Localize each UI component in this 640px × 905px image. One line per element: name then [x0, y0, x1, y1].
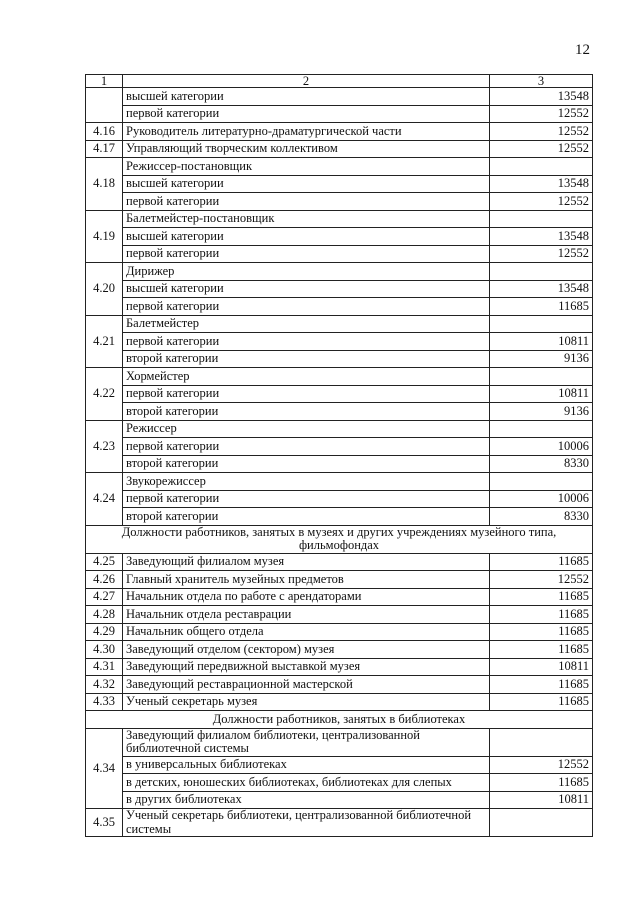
salary-value: 11685: [490, 553, 593, 571]
position-name: Ученый секретарь музея: [123, 693, 490, 711]
salary-value: 12552: [490, 571, 593, 589]
salary-value-empty: [490, 263, 593, 281]
position-name: Балетмейстер-постановщик: [123, 210, 490, 228]
table-row-subcategory: [86, 508, 593, 526]
position-name: Заведующий реставрационной мастерской: [123, 676, 490, 694]
table-row-group: [86, 158, 593, 176]
row-number: 4.31: [86, 658, 123, 676]
table-row: [86, 588, 593, 606]
table-row-subcategory: [86, 438, 593, 456]
subcategory-name: первой категории: [123, 438, 490, 456]
salary-value: 12552: [490, 140, 593, 158]
salary-value: 11685: [490, 641, 593, 659]
salary-value: 13548: [490, 228, 593, 246]
table-row: [86, 693, 593, 711]
salary-value-empty: [490, 368, 593, 386]
salary-value: 11685: [490, 298, 593, 316]
salary-value: 8330: [490, 455, 593, 473]
subcategory-name: первой категории: [123, 193, 490, 211]
table-row: [86, 606, 593, 624]
position-name: Звукорежиссер: [123, 473, 490, 491]
table-row: [86, 140, 593, 158]
row-number: [86, 88, 123, 123]
table-row-group: [86, 315, 593, 333]
row-number: 4.23: [86, 420, 123, 473]
position-name: Заведующий передвижной выставкой музея: [123, 658, 490, 676]
salary-value: 10811: [490, 385, 593, 403]
table-row-subcategory: [86, 350, 593, 368]
subcategory-name: первой категории: [123, 490, 490, 508]
table-row-subcategory: [86, 490, 593, 508]
table-row-subcategory: [86, 385, 593, 403]
position-name: Главный хранитель музейных предметов: [123, 571, 490, 589]
position-name: Начальник отдела реставрации: [123, 606, 490, 624]
table-row: [86, 123, 593, 141]
subcategory-name: высшей категории: [123, 88, 490, 106]
salary-value: 11685: [490, 588, 593, 606]
table-row-group: [86, 263, 593, 281]
position-name: Начальник отдела по работе с арендаторами: [123, 588, 490, 606]
row-number: 4.29: [86, 623, 123, 641]
section-heading-row: [86, 525, 593, 553]
salary-value: 11685: [490, 774, 593, 792]
row-number: 4.17: [86, 140, 123, 158]
salary-value: [490, 809, 593, 837]
salary-value: 12552: [490, 193, 593, 211]
table-row: [86, 641, 593, 659]
table-row-subcategory: [86, 228, 593, 246]
section-heading-row: [86, 711, 593, 729]
position-name: Заведующий филиалом библиотеки, централизованной библиотечной системы: [123, 728, 490, 756]
salary-value: 12552: [490, 123, 593, 141]
subcategory-name: в других библиотеках: [123, 791, 490, 809]
position-name: Управляющий творческим коллективом: [123, 140, 490, 158]
salary-value: 11685: [490, 676, 593, 694]
row-number: 4.25: [86, 553, 123, 571]
salary-value: 9136: [490, 350, 593, 368]
subcategory-name: второй категории: [123, 403, 490, 421]
salary-value: 13548: [490, 175, 593, 193]
position-name: Балетмейстер: [123, 315, 490, 333]
salary-value: 8330: [490, 508, 593, 526]
table-row-subcategory: [86, 791, 593, 809]
salary-value: 12552: [490, 105, 593, 123]
salary-value: 11685: [490, 623, 593, 641]
salary-value: 11685: [490, 606, 593, 624]
table-row: [86, 553, 593, 571]
row-number: 4.35: [86, 809, 123, 837]
subcategory-name: первой категории: [123, 385, 490, 403]
row-number: 4.19: [86, 210, 123, 263]
table-row-subcategory: [86, 298, 593, 316]
subcategory-name: высшей категории: [123, 280, 490, 298]
salary-value-empty: [490, 315, 593, 333]
row-number: 4.30: [86, 641, 123, 659]
row-number: 4.16: [86, 123, 123, 141]
salary-value-empty: [490, 473, 593, 491]
salary-value: 10811: [490, 791, 593, 809]
salary-value-empty: [490, 158, 593, 176]
row-number: 4.27: [86, 588, 123, 606]
salary-value: 12552: [490, 245, 593, 263]
subcategory-name: первой категории: [123, 245, 490, 263]
subcategory-name: второй категории: [123, 350, 490, 368]
subcategory-name: в универсальных библиотеках: [123, 756, 490, 774]
subcategory-name: первой категории: [123, 333, 490, 351]
salary-value: 10811: [490, 658, 593, 676]
table-row-subcategory: [86, 333, 593, 351]
position-name: Заведующий отделом (сектором) музея: [123, 641, 490, 659]
salary-value: 11685: [490, 693, 593, 711]
salary-value-empty: [490, 210, 593, 228]
table-row-subcategory: [86, 175, 593, 193]
subcategory-name: высшей категории: [123, 228, 490, 246]
table-row-subcategory: [86, 193, 593, 211]
salary-value: 12552: [490, 756, 593, 774]
table-row-subcategory: [86, 105, 593, 123]
subcategory-name: второй категории: [123, 508, 490, 526]
row-number: 4.18: [86, 158, 123, 211]
table-row: [86, 676, 593, 694]
page-number: 12: [575, 42, 590, 58]
position-name: Руководитель литературно-драматургической части: [123, 123, 490, 141]
salary-value: 10006: [490, 490, 593, 508]
table-row-subcategory: [86, 403, 593, 421]
position-name: Хормейстер: [123, 368, 490, 386]
table-row-group: [86, 368, 593, 386]
subcategory-name: второй категории: [123, 455, 490, 473]
position-name: Режиссер-постановщик: [123, 158, 490, 176]
salary-value: 13548: [490, 88, 593, 106]
salary-value-empty: [490, 420, 593, 438]
header-col-number: 1: [86, 75, 123, 88]
subcategory-name: высшей категории: [123, 175, 490, 193]
row-number: 4.26: [86, 571, 123, 589]
section-heading: Должности работников, занятых в библиотеках: [86, 711, 593, 729]
table-row-group: [86, 728, 593, 756]
row-number: 4.24: [86, 473, 123, 526]
salary-value: 10811: [490, 333, 593, 351]
row-number: 4.21: [86, 315, 123, 368]
salary-value: 13548: [490, 280, 593, 298]
row-number: 4.20: [86, 263, 123, 316]
subcategory-name: в детских, юношеских библиотеках, библиотеках для слепых: [123, 774, 490, 792]
subcategory-name: первой категории: [123, 105, 490, 123]
position-name: Начальник общего отдела: [123, 623, 490, 641]
salary-value: 10006: [490, 438, 593, 456]
row-number: 4.28: [86, 606, 123, 624]
row-number: 4.22: [86, 368, 123, 421]
table-row-subcategory: [86, 88, 593, 106]
table-row: [86, 809, 593, 837]
table-row-subcategory: [86, 774, 593, 792]
row-number: 4.32: [86, 676, 123, 694]
table-row-group: [86, 210, 593, 228]
section-heading: Должности работников, занятых в музеях и других учреждениях музейного типа, фильмофондах: [86, 525, 593, 553]
table-row: [86, 658, 593, 676]
table-row-group: [86, 473, 593, 491]
row-number: 4.34: [86, 728, 123, 809]
position-name: Ученый секретарь библиотеки, централизованной библиотечной системы: [123, 809, 490, 837]
table-row-group: [86, 420, 593, 438]
subcategory-name: первой категории: [123, 298, 490, 316]
position-name: Заведующий филиалом музея: [123, 553, 490, 571]
salary-table: [85, 74, 593, 837]
salary-value-empty: [490, 728, 593, 756]
table-header-row: [86, 75, 593, 88]
table-row: [86, 571, 593, 589]
table-row-subcategory: [86, 245, 593, 263]
table-row-subcategory: [86, 280, 593, 298]
table-row-subcategory: [86, 455, 593, 473]
table-row-subcategory: [86, 756, 593, 774]
position-name: Режиссер: [123, 420, 490, 438]
header-col-salary: 3: [490, 75, 593, 88]
table-row: [86, 623, 593, 641]
row-number: 4.33: [86, 693, 123, 711]
header-col-position: 2: [123, 75, 490, 88]
salary-value: 9136: [490, 403, 593, 421]
position-name: Дирижер: [123, 263, 490, 281]
